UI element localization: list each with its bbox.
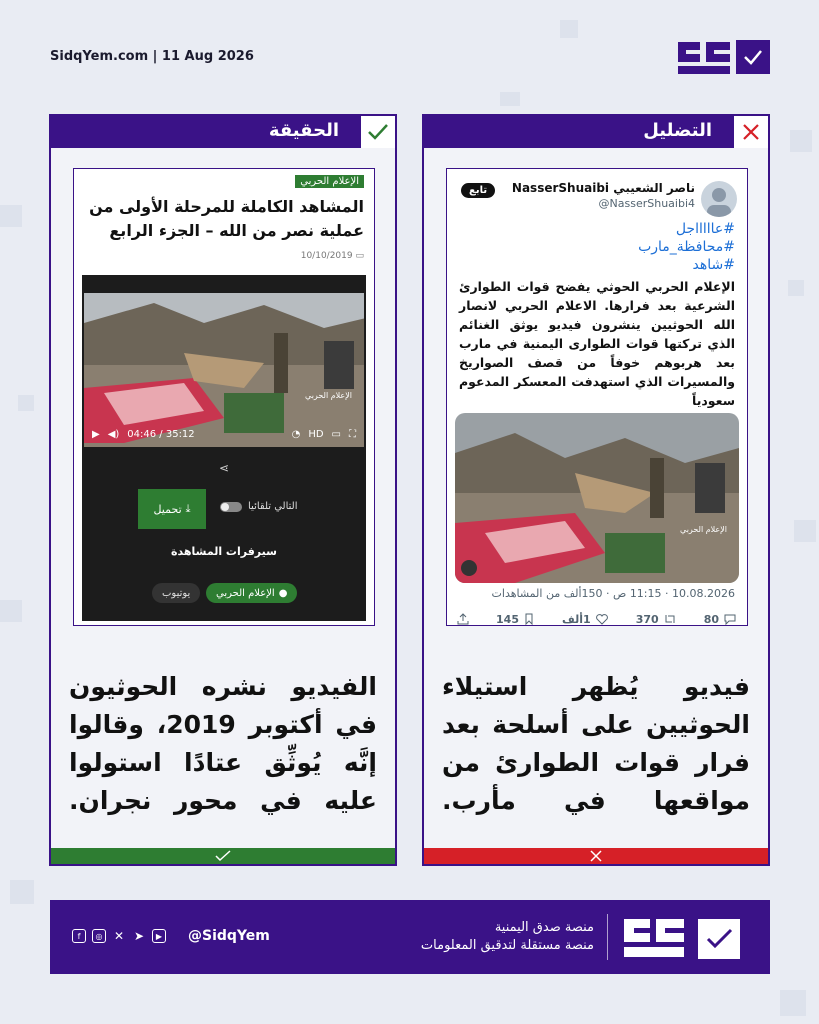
logo-check-icon [736, 40, 770, 74]
footer-logo [624, 917, 742, 959]
date-text: 10/10/2019 [300, 251, 353, 261]
video-player[interactable] [82, 275, 366, 621]
download-button[interactable] [138, 489, 206, 529]
reply-icon [723, 613, 737, 625]
misleading-panel [422, 114, 770, 866]
download-icon: ⤓ [185, 502, 191, 515]
server-label: الإعلام الحربي [216, 587, 275, 599]
bg-pixel [788, 280, 804, 296]
brand-logo [676, 40, 770, 76]
server-youtube[interactable]: يوتيوب [152, 583, 200, 603]
tweet-meta: 10.08.2026 · 11:15 ص · 150ألف من المشاهدات [491, 587, 735, 600]
tweet-video[interactable] [455, 413, 739, 583]
toggle-switch[interactable] [220, 502, 242, 512]
retweet-icon [663, 613, 677, 625]
cross-icon [734, 116, 768, 148]
bg-pixel [0, 205, 22, 227]
play-icon[interactable]: ▶ [92, 428, 100, 440]
article-card [73, 168, 375, 626]
truth-footer-bar [51, 848, 395, 864]
bg-pixel [10, 880, 34, 904]
cross-icon [589, 850, 603, 862]
facebook-icon[interactable]: f [72, 929, 86, 943]
telegram-icon[interactable]: ➤ [133, 929, 145, 943]
misleading-title: التضليل [643, 120, 712, 141]
tweet-text: الإعلام الحربي الحوثي يفضح قوات الطوارئ الشرعية بعد فرارها. الاعلام الحربي لانصار الله الحوثيين ينشرون فيديو يوثق الغنائم الذي تركتها قوات الطوارى اليمنية في مارب بعد هربوهم خوفاً من قصف الصواريخ والمسيرات الذي استهدفت المعسكر المدعوم سعودياً [459, 279, 735, 408]
video-time: 04:46 / 35:12 [127, 428, 195, 440]
player-controls [82, 421, 366, 447]
truth-claim: الفيديو نشره الحوثيون في أكتوبر 2019، وقالوا إنَّه يُوثِّق عتادًا استولوا عليه في محور نجران. [69, 672, 377, 815]
follow-button[interactable]: تابع [461, 183, 495, 198]
article-date [301, 251, 364, 261]
servers-heading: سيرفرات المشاهدة [171, 545, 277, 558]
autoplay-toggle[interactable] [220, 501, 298, 512]
calendar-icon: ▭ [355, 251, 364, 261]
check-icon [214, 850, 232, 862]
divider [607, 914, 608, 960]
share-icon [457, 613, 469, 625]
bookmark-icon [523, 613, 535, 625]
bg-pixel [500, 92, 520, 106]
truth-header [51, 116, 395, 148]
tweet-author-handle[interactable]: @NasserShuaibi4 [598, 197, 695, 210]
misleading-claim: فيديو يُظهر استيلاء الحوثيين على أسلحة بعد فرار قوات الطوارئ من مواقعها في مأرب. [442, 672, 750, 815]
retweet-count: 370 [635, 612, 659, 626]
bg-pixel [18, 395, 34, 411]
bookmark-action[interactable] [496, 611, 535, 626]
download-label: تحميل [153, 502, 182, 516]
tweet-card [446, 168, 748, 626]
avatar[interactable] [701, 181, 737, 217]
bg-pixel [0, 600, 22, 622]
share-action[interactable] [457, 611, 469, 626]
hashtag-urgent[interactable]: #عاااااجل [675, 221, 735, 237]
bg-pixel [780, 990, 806, 1016]
hd-icon[interactable]: HD [308, 428, 324, 440]
check-icon [361, 116, 395, 148]
article-title[interactable]: المشاهد الكاملة للمرحلة الأولى من عملية نصر من الله – الجزء الرابع [89, 197, 364, 240]
timer-icon[interactable]: ◔ [291, 428, 301, 440]
x-icon[interactable]: ✕ [113, 929, 125, 943]
heart-icon [595, 613, 609, 625]
footer-banner [50, 900, 770, 974]
truth-panel [49, 114, 397, 866]
logo-mark-icon [624, 917, 742, 959]
tweet-author-name[interactable]: ناصر الشعيبي NasserShuaibi [511, 181, 695, 195]
bookmark-count: 145 [496, 612, 519, 626]
instagram-icon[interactable]: ◎ [92, 929, 106, 943]
tweet-actions [457, 611, 737, 626]
server-military-media[interactable] [206, 583, 297, 603]
category-badge[interactable]: الإعلام الحربي [295, 175, 364, 188]
youtube-icon[interactable]: ▶ [152, 929, 166, 943]
social-icons [72, 929, 166, 943]
logo-mark-icon [676, 40, 732, 76]
reply-count: 80 [703, 612, 719, 626]
platform-tagline: منصة مستقلة لتدقيق المعلومات [420, 938, 594, 953]
autoplay-label: التالي تلقائيا [248, 501, 298, 512]
truth-title: الحقيقة [268, 120, 339, 141]
reply-action[interactable] [704, 611, 737, 626]
bg-pixel [794, 520, 816, 542]
bg-pixel [560, 20, 578, 38]
pip-icon[interactable]: ▭ [331, 428, 341, 440]
video-watermark: الإعلام الحربي [680, 525, 727, 534]
misleading-footer-bar [424, 848, 768, 864]
misleading-header [424, 116, 768, 148]
bg-pixel [790, 130, 812, 152]
site-date: SidqYem.com | 11 Aug 2026 [50, 49, 254, 64]
like-action[interactable] [562, 611, 609, 626]
social-handle[interactable]: @SidqYem [188, 928, 270, 944]
platform-name: منصة صدق اليمنية [494, 920, 594, 935]
fullscreen-icon[interactable]: ⛶ [349, 428, 356, 440]
share-icon[interactable]: ⋖ [218, 461, 230, 475]
video-watermark: الإعلام الحربي [305, 391, 352, 400]
hashtag-marib[interactable]: #محافظة_مارب [638, 239, 735, 255]
like-count: 1ألف [562, 612, 591, 626]
hashtag-watch[interactable]: #شاهد [692, 257, 735, 273]
retweet-action[interactable] [636, 611, 677, 626]
play-circle-icon: ● [278, 587, 288, 599]
volume-icon[interactable]: ◀) [107, 428, 120, 440]
